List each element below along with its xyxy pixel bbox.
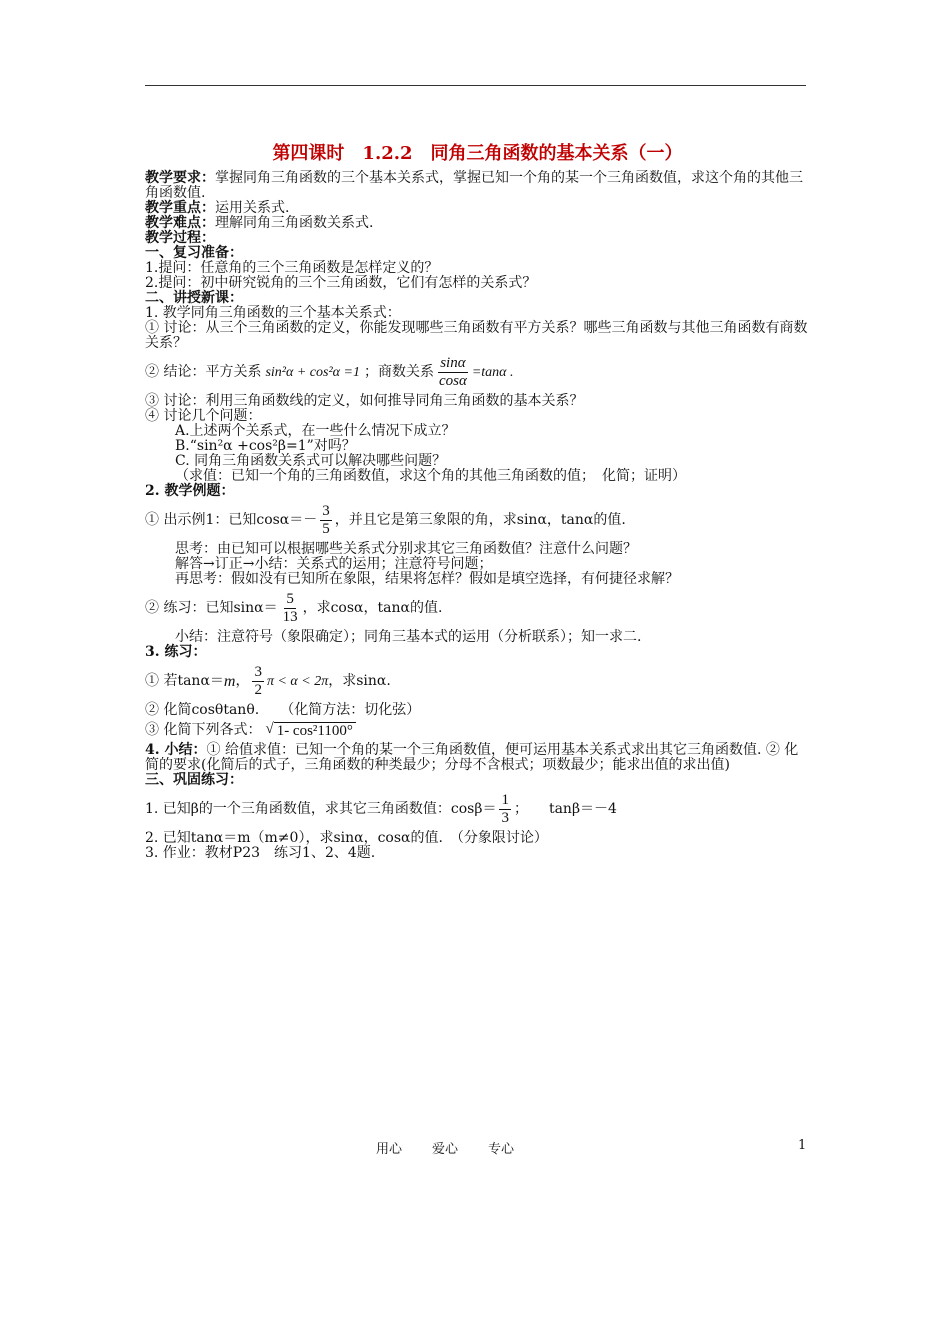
discussion-4: ④ 讨论几个问题： (145, 408, 262, 424)
discussion-1: ① 讨论：从三个三角函数的定义，你能发现哪些三角函数有平方关系？哪些三角函数与其他三角函数有商数关系？ (145, 320, 808, 351)
practice-1: ① 若tanα＝ m ， $\frac{3}{2}$ π < α < 2π ，求sinα. (145, 664, 391, 698)
example-1: ① 出示例1：已知cosα＝－ $\frac{3}{5}$ ，并且它是第三象限的角，求sinα，tanα的值. (145, 503, 626, 537)
discussion-4-a: A.上述两个关系式，在一些什么情况下成立？ (175, 423, 456, 439)
review-question-1: 1.提问：任意角的三个三角函数是怎样定义的？ (145, 260, 439, 276)
conclusion-formulas: ② 结论：平方关系 sin²α + cos²α =1 ；商数关系 $\frac{\sin\alpha}{\cos\alpha}$ =tanα . (145, 355, 514, 389)
example-2-fraction: $\frac{5}{13}$ (282, 591, 298, 625)
section-3-heading: 三、巩固练习： (145, 772, 243, 788)
discussion-4-c-answer: （求值：已知一个角的三角函数值，求这个角的其他三角函数的值； 化简；证明） (175, 468, 686, 484)
section-1-heading: 一、复习准备： (145, 245, 243, 261)
consolidation-2: 2. 已知tanα＝m（m≠0），求sinα，cosα的值. （分象限讨论） (145, 830, 548, 846)
quotient-fraction: $\frac{\sin\alpha}{\cos\alpha}$ (438, 355, 467, 389)
example-2: ② 练习：已知sinα＝ $\frac{5}{13}$ ，求cosα，tanα的值. (145, 591, 443, 625)
review-question-2: 2.提问：初中研究锐角的三个三角函数，它们有怎样的关系式？ (145, 275, 537, 291)
section-2-heading: 二、讲授新课： (145, 290, 243, 306)
example-1-rethink: 再思考：假如没有已知所在象限，结果将怎样？假如是填空选择，有何捷径求解？ (175, 571, 679, 587)
discussion-3: ③ 讨论：利用三角函数线的定义，如何推导同角三角函数的基本关系？ (145, 393, 584, 409)
discussion-4-c: C. 同角三角函数关系式可以解决哪些问题？ (175, 453, 447, 469)
pythagorean-identity: sin²α + cos²α =1 (265, 365, 360, 380)
header-rule (145, 85, 806, 86)
consolidation-1-fraction: $\frac{1}{3}$ (501, 792, 509, 826)
practice-3: ③ 化简下列各式： √ 1- cos²1100° (145, 722, 810, 739)
consolidation-1: 1. 已知β的一个三角函数值，求其它三角函数值：cosβ＝ $\frac{1}{3}$ ； tanβ＝－4 (145, 792, 617, 826)
practice-1-fraction: $\frac{3}{2}$ (254, 664, 262, 698)
teaching-process-heading: 教学过程： (145, 230, 215, 246)
practice-2: ② 化简cosθtanθ. （化简方法：切化弦） (145, 702, 421, 718)
subsection-2-4-summary: 4. 小结：① 给值求值：已知一个角的某一个三角函数值，便可运用基本关系式求出其它三角函数值. ② 化简的要求(化简后的式子，三角函数的种类最少；分母不含根式；项数最少；能求出值的求出值) (145, 742, 799, 773)
teaching-requirements: 教学要求：掌握同角三角函数的三个基本关系式，掌握已知一个角的某一个三角函数值，求这个角的其他三角函数值. (145, 170, 803, 201)
teaching-key-points: 教学重点：运用关系式. (145, 200, 290, 216)
document-body (145, 143, 810, 861)
teaching-difficulties: 教学难点：理解同角三角函数关系式. (145, 215, 374, 231)
example-1-answer: 解答→订正→小结：关系式的运用；注意符号问题； (175, 556, 493, 572)
discussion-4-b: B.“sin²α +cos²β=1”对吗？ (175, 438, 356, 454)
footer-motto: 用心 爱心 专心 (376, 1142, 515, 1157)
radical-expression: √ 1- cos²1100° (265, 722, 355, 739)
example-1-fraction: $\frac{3}{5}$ (322, 503, 330, 537)
example-1-think: 思考：由已知可以根据哪些关系式分别求其它三角函数值？注意什么问题？ (175, 541, 637, 557)
subsection-2-1: 1. 教学同角三角函数的三个基本关系式： (145, 305, 401, 321)
page-title: 第四课时 1.2.2 同角三角函数的基本关系（一） (272, 143, 683, 164)
subsection-2-2: 2. 教学例题： (145, 483, 235, 499)
page-number: 1 (798, 1138, 807, 1153)
example-2-summary: 小结：注意符号（象限确定）；同角三基本式的运用（分析联系）；知一求二. (175, 629, 642, 645)
subsection-2-3: 3. 练习： (145, 644, 207, 660)
consolidation-3-homework: 3. 作业：教材P23 练习1、2、4题. (145, 845, 376, 861)
